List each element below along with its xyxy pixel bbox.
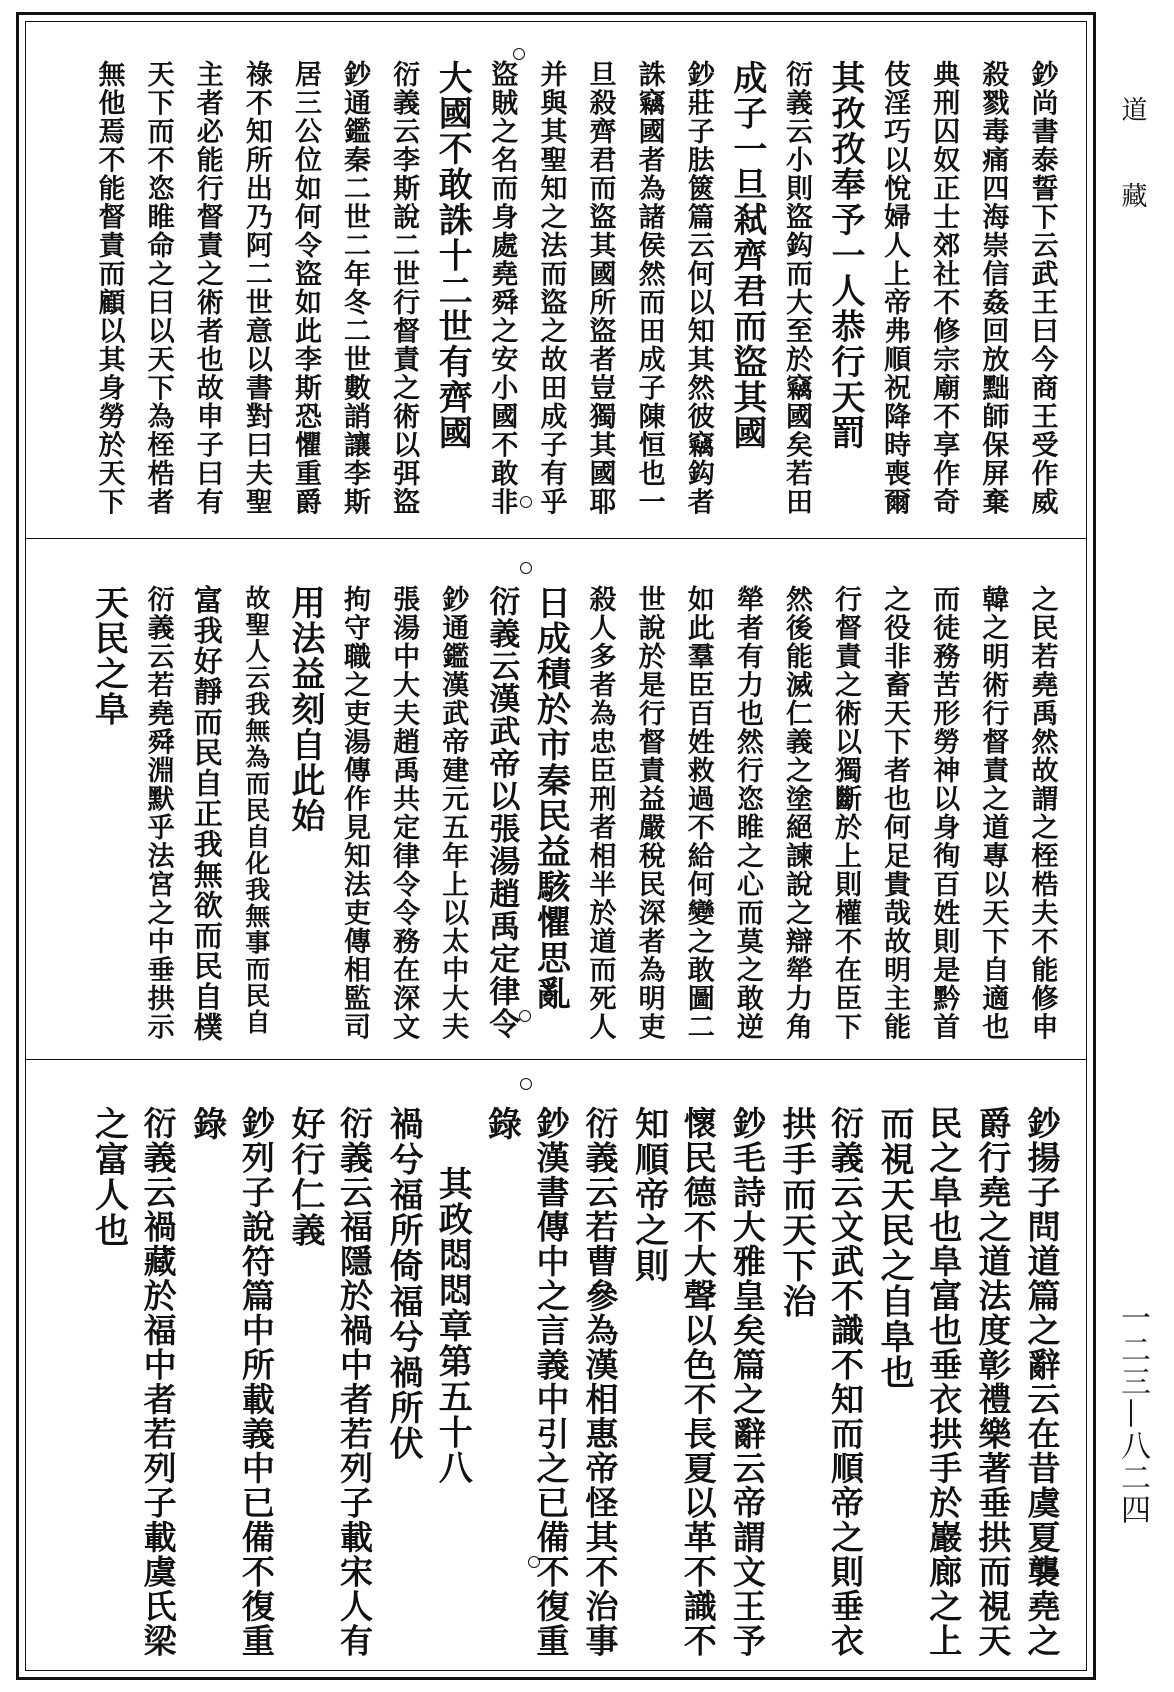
text-column: 殺人多者為忠臣刑者相半於道而死人	[584, 585, 616, 1041]
text-column: 鈔列子說符篇中所載義中已備不復重	[236, 1106, 276, 1658]
text-column: 伎淫巧以悅婦人上帝弗順祝降時喪爾	[879, 60, 911, 516]
circle-mark	[520, 562, 532, 574]
text-column: 拱手而天下治	[775, 1106, 816, 1319]
text-column: 盜賊之名而身處堯舜之安小國不敢非	[486, 60, 518, 516]
text-column: 拘守職之吏湯傳作見知法吏傳相監司	[339, 585, 371, 1041]
text-column: 之富人也	[88, 1106, 129, 1248]
text-column: 日成積於市秦民益駭懼思亂	[530, 585, 571, 1011]
text-column: 鈔通鑑秦二世二年冬二世數誚讓李斯	[339, 60, 371, 516]
text-column: 懷民德不大聲以色不長夏以革不識不	[678, 1106, 718, 1658]
text-column: 而徒務苦形勞神以身徇百姓則是黔首	[928, 585, 960, 1041]
text-column: 居三公位如何令盜如此李斯恐懼重爵	[289, 60, 321, 516]
text-column: 衍義云禍藏於福中者若列子載虞氏梁	[138, 1106, 178, 1658]
text-column: 其政悶悶章第五十八	[432, 1166, 473, 1486]
text-column: 無他焉不能督責而顧以其身勞於天下	[93, 60, 125, 516]
text-column: 殺戮毒痛四海崇信姦回放黜師保屏棄	[977, 60, 1009, 516]
text-column: 張湯中大夫趙禹共定律令令務在深文	[388, 585, 420, 1041]
circle-mark	[519, 1010, 531, 1022]
text-column: 韓之明術行督責之道專以天下自適也	[977, 585, 1009, 1041]
panel-bottom	[26, 1060, 1086, 1672]
text-column: 禍兮福所倚福兮禍所伏	[383, 1106, 424, 1461]
page-number: 一二三—八二四	[1115, 1302, 1150, 1526]
text-column: 衍義云漢武帝以張湯趙禹定律令	[483, 585, 520, 1040]
text-column: 之役非畜天下者也何足貴哉故明主能	[879, 585, 911, 1041]
collection-title: 道藏	[1117, 96, 1147, 268]
text-column: 大國不敢誅十二世有齊國	[432, 60, 473, 451]
text-column: 典刑囚奴正士郊社不修宗廟不享作奇	[928, 60, 960, 516]
text-column: 并與其聖知之法而盜之故田成子有乎	[535, 60, 567, 516]
text-column: 鈔漢書傳中之言義中引之已備不復重	[531, 1106, 571, 1658]
text-column: 天民之阜	[88, 585, 129, 727]
text-column: 衍義云李斯說二世行督責之術以弭盜	[388, 60, 420, 516]
text-column: 之民若堯禹然故謂之桎梏夫不能修申	[1026, 585, 1058, 1041]
text-column: 世說於是行督責益嚴稅民深者為明吏	[633, 585, 665, 1041]
text-column: 如此羣臣百姓救過不給何變之敢圖二	[682, 585, 714, 1041]
circle-mark	[520, 1078, 532, 1090]
text-column: 民之阜也阜富也垂衣拱手於巖廊之上	[924, 1106, 964, 1658]
text-column: 富我好靜而民自正我無欲而民自樸	[189, 585, 224, 1043]
text-column: 好行仁義	[284, 1106, 325, 1248]
circle-mark	[528, 1556, 540, 1568]
panel-top	[26, 22, 1086, 538]
text-column: 錄	[186, 1106, 227, 1142]
text-column: 犖者有力也然行恣睢之心而莫之敢逆	[731, 585, 763, 1041]
text-column: 主者必能行督責之術者也故申子曰有	[191, 60, 223, 516]
text-column: 然後能滅仁義之塗絕諫說之辯犖力角	[780, 585, 812, 1041]
text-column: 爵行堯之道法度彰禮樂著垂拱而視天	[973, 1106, 1013, 1658]
text-column: 而視天民之自阜也	[874, 1106, 915, 1390]
text-column: 鈔揚子問道篇之辭云在昔虞夏襲堯之	[1022, 1106, 1062, 1658]
text-column: 衍義云若曹參為漢相惠帝怪其不治事	[580, 1106, 620, 1658]
text-column: 衍義云若堯舜淵默乎法宮之中垂拱示	[142, 585, 174, 1041]
text-column: 衍義云福隱於禍中者若列子載宋人有	[335, 1106, 375, 1658]
text-column: 天下而不恣睢命之曰以天下為桎梏者	[142, 60, 174, 516]
text-column: 鈔莊子胠篋篇云何以知其然彼竊鈎者	[682, 60, 714, 516]
text-column: 行督責之術以獨斷於上則權不在臣下	[830, 585, 862, 1041]
text-column: 知順帝之則	[628, 1106, 669, 1284]
page-frame	[16, 12, 1096, 1680]
text-column: 成子一旦弒齊君而盜其國	[726, 60, 767, 451]
text-column: 衍義云小則盜鈎而大至於竊國矣若田	[780, 60, 812, 516]
text-column: 鈔尚書泰誓下云武王曰今商王受作威	[1026, 60, 1058, 516]
panel-middle	[26, 539, 1086, 1059]
text-column: 誅竊國者為諸侯然而田成子陳恒也一	[633, 60, 665, 516]
circle-mark	[513, 48, 525, 60]
text-column: 錄	[481, 1106, 522, 1142]
text-column: 旦殺齊君而盜其國所盜者豈獨其國耶	[584, 60, 616, 516]
text-column: 其孜孜奉予一人恭行天罰	[825, 60, 866, 451]
text-column: 衍義云文武不識不知而順帝之則垂衣	[826, 1106, 866, 1658]
text-column: 故聖人云我無為而民自化我無事而民自	[241, 585, 271, 1036]
text-column: 鈔通鑑漢武帝建元五年上以太中大夫	[437, 585, 469, 1041]
circle-mark	[520, 496, 532, 508]
text-column: 祿不知所出乃阿二世意以書對曰夫聖	[240, 60, 272, 516]
text-column: 鈔毛詩大雅皇矣篇之辭云帝謂文王予	[727, 1106, 767, 1658]
text-column: 用法益刻自此始	[284, 585, 325, 834]
text-area	[25, 21, 1087, 1671]
